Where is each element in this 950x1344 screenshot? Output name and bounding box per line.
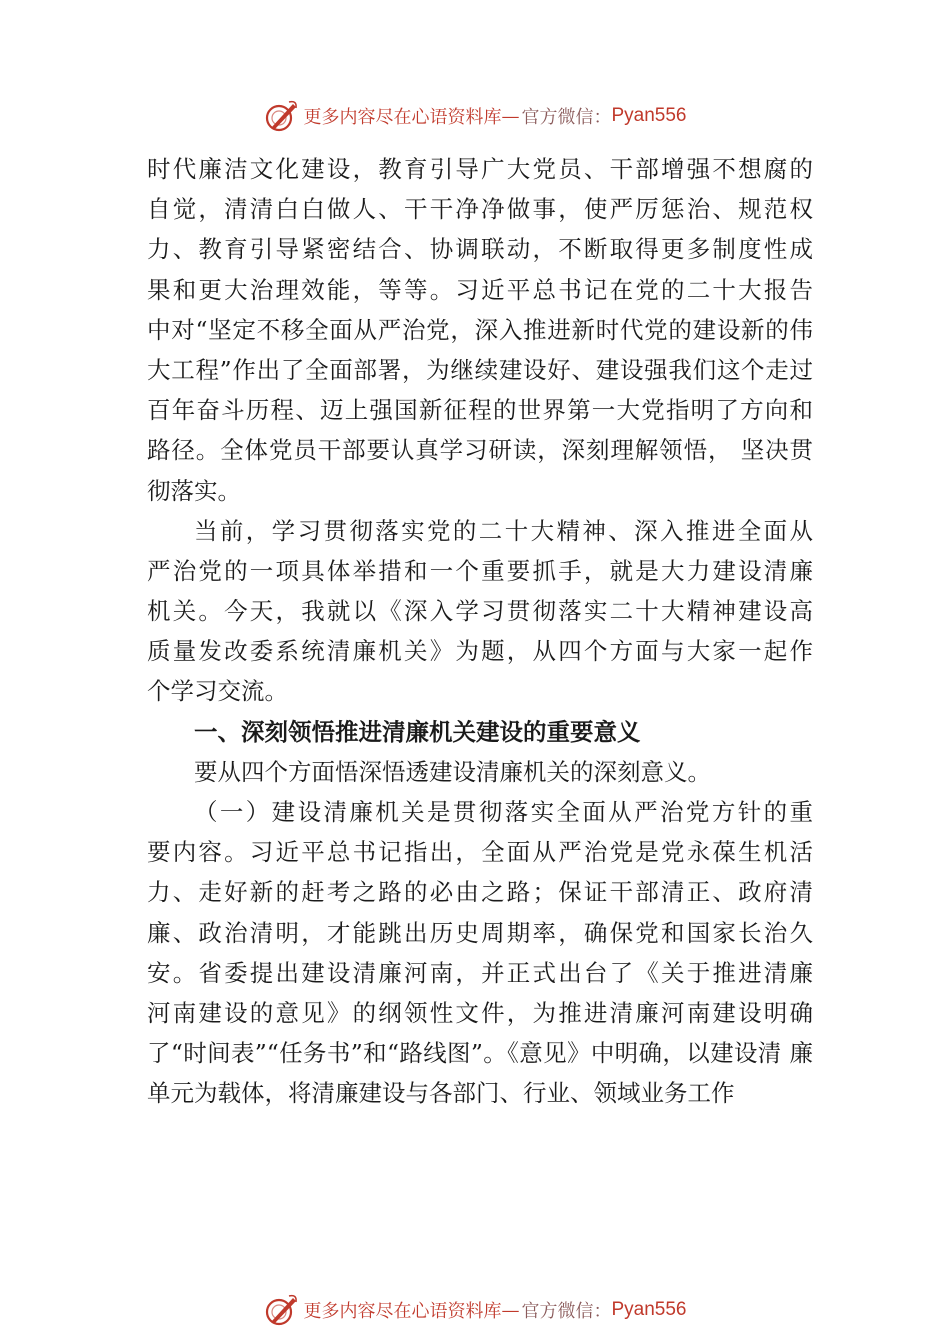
text-line: 百年奋斗历程、迈上强国新征程的世界第一大党指明了方向和 bbox=[147, 396, 813, 425]
text-line: 当前，学习贯彻落实党的二十大精神、深入推进全面从 bbox=[194, 516, 813, 545]
text-line: 彻落实。 bbox=[147, 476, 241, 505]
text-line: 机关。今天，我就以《深入学习贯彻落实二十大精神建设高 bbox=[147, 597, 813, 626]
text-line: 力、走好新的赶考之路的必由之路；保证干部清正、政府清 bbox=[147, 878, 813, 907]
text-line: 力、教育引导紧密结合、协调联动，不断取得更多制度性成 bbox=[147, 235, 813, 264]
text-line: 要内容。习近平总书记指出，全面从严治党是党永葆生机活 bbox=[147, 838, 813, 867]
banner-main-text: 更多内容尽在心语资料库 bbox=[303, 1301, 502, 1322]
text-line: 了“时间表”“任务书”和“路线图”。《意见》中明确，以建设清 廉 bbox=[147, 1039, 813, 1068]
banner-main-text: 更多内容尽在心语资料库 bbox=[303, 107, 502, 128]
text-line: 果和更大治理效能，等等。习近平总书记在党的二十大报告 bbox=[147, 275, 813, 304]
footer-watermark-banner bbox=[0, 1290, 950, 1330]
banner-wechat-label: 官方微信： bbox=[521, 107, 612, 128]
text-line: 路径。全体党员干部要认真学习研读，深刻理解领悟， 坚决贯 bbox=[147, 436, 813, 465]
banner-dash: — bbox=[501, 1299, 520, 1321]
header-watermark-banner bbox=[0, 96, 950, 136]
text-line: 时代廉洁文化建设，教育引导广大党员、干部增强不想腐的 bbox=[147, 155, 813, 183]
text-line: （一）建设清廉机关是贯彻落实全面从严治党方针的重 bbox=[194, 798, 813, 826]
text-line: 廉、政治清明，才能跳出历史周期率，确保党和国家长治久 bbox=[147, 918, 813, 947]
text-line: 河南建设的意见》的纲领性文件，为推进清廉河南建设明确 bbox=[147, 998, 813, 1027]
text-line: 安。省委提出建设清廉河南，并正式出台了《关于推进清廉 bbox=[147, 958, 813, 987]
banner-wechat-label: 官方微信： bbox=[521, 1301, 612, 1322]
text-line: 严治党的一项具体举措和一个重要抓手，就是大力建设清廉 bbox=[147, 556, 813, 585]
text-line: 质量发改委系统清廉机关》为题，从四个方面与大家一起作 bbox=[147, 637, 813, 666]
text-line: 要从四个方面悟深悟透建设清廉机关的深刻意义。 bbox=[194, 757, 711, 786]
text-line: 大工程”作出了全面部署，为继续建设好、建设强我们这个走过 bbox=[147, 355, 813, 384]
quill-logo-icon bbox=[263, 1292, 299, 1328]
quill-logo-icon bbox=[263, 98, 299, 134]
document-body bbox=[147, 149, 813, 1114]
text-line: 自觉，清清白白做人、干干净净做事，使严厉惩治、规范权 bbox=[147, 195, 813, 224]
banner-wechat-id: Pyan556 bbox=[611, 105, 687, 126]
banner-wechat-id: Pyan556 bbox=[611, 1299, 687, 1320]
text-line: 中对“坚定不移全面从严治党，深入推进新时代党的建设新的伟 bbox=[147, 315, 813, 344]
text-line: 单元为载体，将清廉建设与各部门、行业、领域业务工作 bbox=[147, 1079, 735, 1108]
section-heading: 一、深刻领悟推进清廉机关建设的重要意义 bbox=[194, 717, 641, 746]
text-line: 个学习交流。 bbox=[147, 677, 288, 706]
banner-dash: — bbox=[501, 105, 520, 127]
